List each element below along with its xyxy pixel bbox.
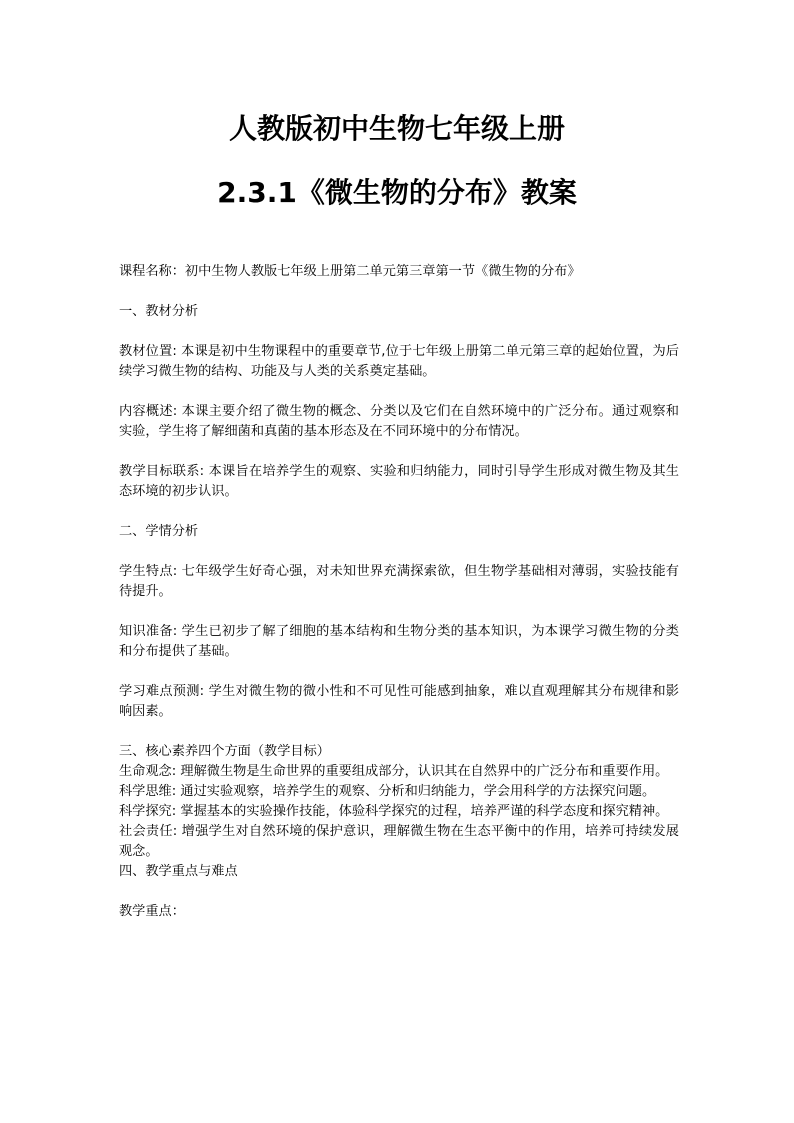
document-subtitle: 2.3.1《微生物的分布》教案 [217, 176, 577, 209]
section-heading: 三、核心素养四个方面（教学目标） [119, 744, 330, 759]
paragraph: 科学思维: 通过实验观察，培养学生的观察、分析和归纳能力，学会用科学的方法探究问题。 [119, 784, 656, 799]
document-title: 人教版初中生物七年级上册 [228, 112, 565, 145]
paragraph: 教材位置: 本课是初中生物课程中的重要章节,位于七年级上册第二单元第三章的起始位置，为后续学习微生物的结构、功能及与人类的关系奠定基础。 [119, 344, 679, 379]
paragraph: 学习难点预测: 学生对微生物的微小性和不可见性可能感到抽象，难以直观理解其分布规律和影响因素。 [119, 684, 679, 719]
paragraph: 教学重点： [119, 904, 185, 919]
document-body [119, 262, 679, 922]
section-heading: 二、学情分析 [119, 524, 199, 539]
paragraph: 知识准备: 学生已初步了解了细胞的基本结构和生物分类的基本知识，为本课学习微生物的分类和分布提供了基础。 [119, 624, 679, 659]
paragraph: 生命观念: 理解微生物是生命世界的重要组成部分，认识其在自然界中的广泛分布和重要作用。 [119, 764, 669, 779]
course-name-paragraph: 课程名称：初中生物人教版七年级上册第二单元第三章第一节《微生物的分布》 [119, 264, 581, 279]
paragraph: 学生特点: 七年级学生好奇心强，对未知世界充满探索欲，但生物学基础相对薄弱，实验技能有待提升。 [119, 564, 679, 599]
paragraph: 社会责任: 增强学生对自然环境的保护意识，理解微生物在生态平衡中的作用，培养可持续发展观念。 [119, 824, 679, 859]
section-heading: 四、教学重点与难点 [119, 864, 238, 879]
paragraph: 内容概述: 本课主要介绍了微生物的概念、分类以及它们在自然环境中的广泛分布。通过观察和实验，学生将了解细菌和真菌的基本形态及在不同环境中的分布情况。 [119, 404, 679, 439]
paragraph: 教学目标联系: 本课旨在培养学生的观察、实验和归纳能力，同时引导学生形成对微生物及其生态环境的初步认识。 [119, 464, 679, 499]
paragraph: 科学探究: 掌握基本的实验操作技能，体验科学探究的过程，培养严谨的科学态度和探究精神。 [119, 804, 669, 819]
section-heading: 一、教材分析 [119, 304, 199, 319]
